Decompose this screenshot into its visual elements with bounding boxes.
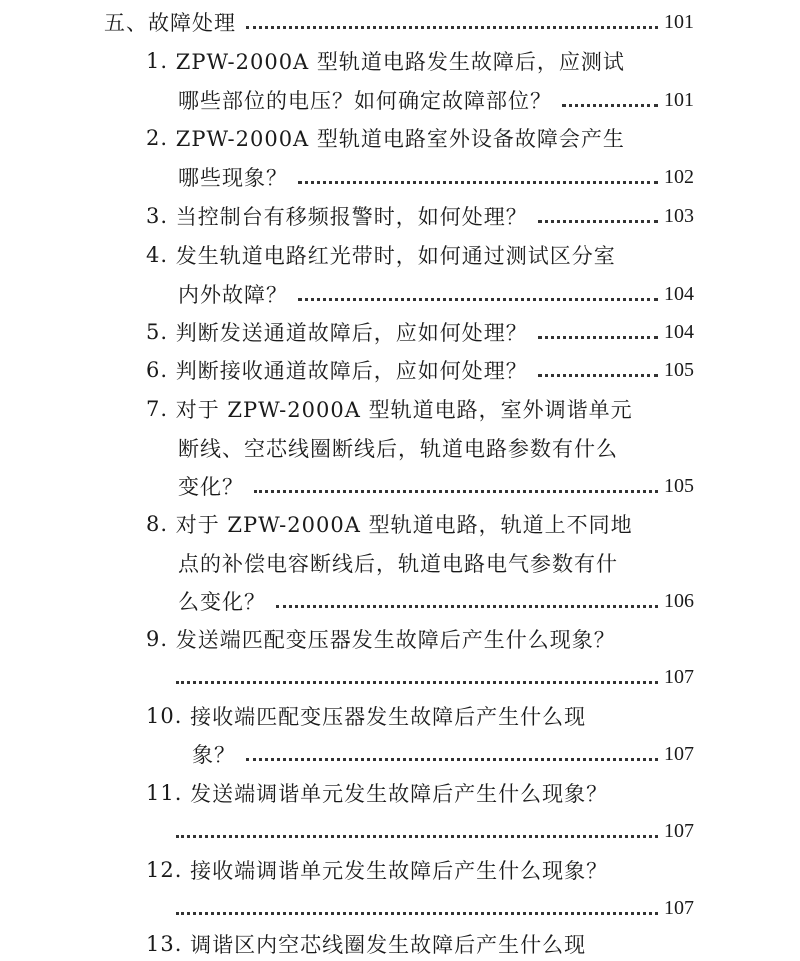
entry-number: 13. — [146, 932, 183, 956]
toc-entry-1[interactable] — [146, 44, 625, 78]
page-number: 107 — [664, 742, 694, 765]
entry-text: 变化？ — [178, 475, 244, 499]
entry-number: 3. — [146, 204, 169, 228]
toc-entry-6[interactable] — [146, 353, 694, 387]
toc-entry-2[interactable] — [146, 121, 625, 155]
page-number: 107 — [664, 819, 694, 842]
toc-entry-12[interactable] — [146, 853, 608, 887]
toc-entry-7-cont[interactable] — [178, 431, 618, 465]
toc-entry-2-cont[interactable] — [178, 160, 694, 194]
entry-number: 1. — [146, 49, 169, 73]
toc-entry-11[interactable] — [146, 776, 608, 810]
entry-text: 内外故障？ — [178, 283, 288, 307]
toc-entry-8-cont[interactable] — [178, 546, 618, 580]
toc-entry-9-cont[interactable] — [176, 660, 694, 694]
toc-entry-13[interactable] — [146, 927, 586, 961]
toc-entry-3[interactable] — [146, 199, 694, 233]
dot-leader — [538, 335, 658, 339]
entry-text: 发生轨道电路红光带时，如何通过测试区分室 — [175, 244, 616, 268]
entry-text: ZPW-2000A 型轨道电路发生故障后，应测试 — [175, 50, 625, 74]
entry-text: 判断接收通道故障后，应如何处理？ — [175, 359, 528, 383]
toc-entry-1-cont[interactable] — [178, 83, 694, 117]
entry-number: 7. — [146, 397, 169, 421]
page-number: 106 — [664, 589, 694, 612]
entry-number: 11. — [146, 781, 183, 805]
dot-leader — [246, 25, 658, 29]
page-number: 103 — [664, 204, 694, 227]
entry-number: 5. — [146, 320, 169, 344]
entry-number: 8. — [146, 512, 169, 536]
dot-leader — [176, 911, 658, 915]
entry-text: 哪些现象？ — [178, 166, 288, 190]
entry-text: 对于 ZPW-2000A 型轨道电路，室外调谐单元 — [175, 398, 633, 422]
entry-text: 哪些部位的电压？如何确定故障部位？ — [178, 89, 552, 113]
entry-text: 接收端调谐单元发生故障后产生什么现象？ — [190, 859, 609, 883]
entry-text: 点的补偿电容断线后，轨道电路电气参数有什 — [178, 552, 618, 576]
page-number: 105 — [664, 358, 694, 381]
toc-entry-4[interactable] — [146, 238, 616, 272]
toc-entry-7-cont2[interactable] — [178, 469, 694, 503]
entry-number: 12. — [146, 858, 183, 882]
entry-text: 调谐区内空芯线圈发生故障后产生什么现 — [190, 933, 587, 957]
entry-text: 发送端匹配变压器发生故障后产生什么现象？ — [175, 628, 616, 652]
page-number: 101 — [664, 10, 694, 33]
entry-text: 当控制台有移频报警时，如何处理？ — [175, 205, 528, 229]
entry-text: 判断发送通道故障后，应如何处理？ — [175, 321, 528, 345]
page-number: 102 — [664, 165, 694, 188]
dot-leader — [176, 680, 658, 684]
section-title: 五、故障处理 — [104, 11, 236, 35]
dot-leader — [538, 373, 658, 377]
dot-leader — [298, 297, 658, 301]
toc-entry-7[interactable] — [146, 392, 633, 426]
entry-number: 2. — [146, 126, 169, 150]
dot-leader — [246, 757, 658, 761]
dot-leader — [176, 834, 658, 838]
toc-entry-10-cont[interactable] — [192, 737, 694, 771]
toc-entry-9[interactable] — [146, 622, 616, 656]
entry-text: 对于 ZPW-2000A 型轨道电路，轨道上不同地 — [175, 513, 633, 537]
page-number: 104 — [664, 282, 694, 305]
entry-number: 4. — [146, 243, 169, 267]
dot-leader — [254, 489, 658, 493]
entry-text: 么变化？ — [178, 590, 266, 614]
entry-number: 9. — [146, 627, 169, 651]
toc-entry-8-cont2[interactable] — [178, 584, 694, 618]
dot-leader — [298, 180, 658, 184]
entry-text: ZPW-2000A 型轨道电路室外设备故障会产生 — [175, 127, 625, 151]
toc-entry-8[interactable] — [146, 507, 633, 541]
entry-text: 象？ — [192, 743, 236, 767]
toc-entry-11-cont[interactable] — [176, 814, 694, 848]
entry-text: 断线、空芯线圈断线后，轨道电路参数有什么 — [178, 437, 618, 461]
page-number: 105 — [664, 474, 694, 497]
entry-text: 接收端匹配变压器发生故障后产生什么现 — [190, 705, 587, 729]
page-number: 101 — [664, 88, 694, 111]
entry-text: 发送端调谐单元发生故障后产生什么现象？ — [190, 782, 609, 806]
toc-entry-12-cont[interactable] — [176, 891, 694, 925]
dot-leader — [562, 103, 658, 107]
toc-entry-4-cont[interactable] — [178, 277, 694, 311]
page-number: 107 — [664, 665, 694, 688]
entry-number: 10. — [146, 704, 183, 728]
entry-number: 6. — [146, 358, 169, 382]
dot-leader — [538, 219, 658, 223]
dot-leader — [276, 604, 658, 608]
toc-entry-10[interactable] — [146, 699, 586, 733]
page-number: 104 — [664, 320, 694, 343]
toc-entry-5[interactable] — [146, 315, 694, 349]
toc-section-heading[interactable] — [104, 5, 694, 39]
page-number: 107 — [664, 896, 694, 919]
